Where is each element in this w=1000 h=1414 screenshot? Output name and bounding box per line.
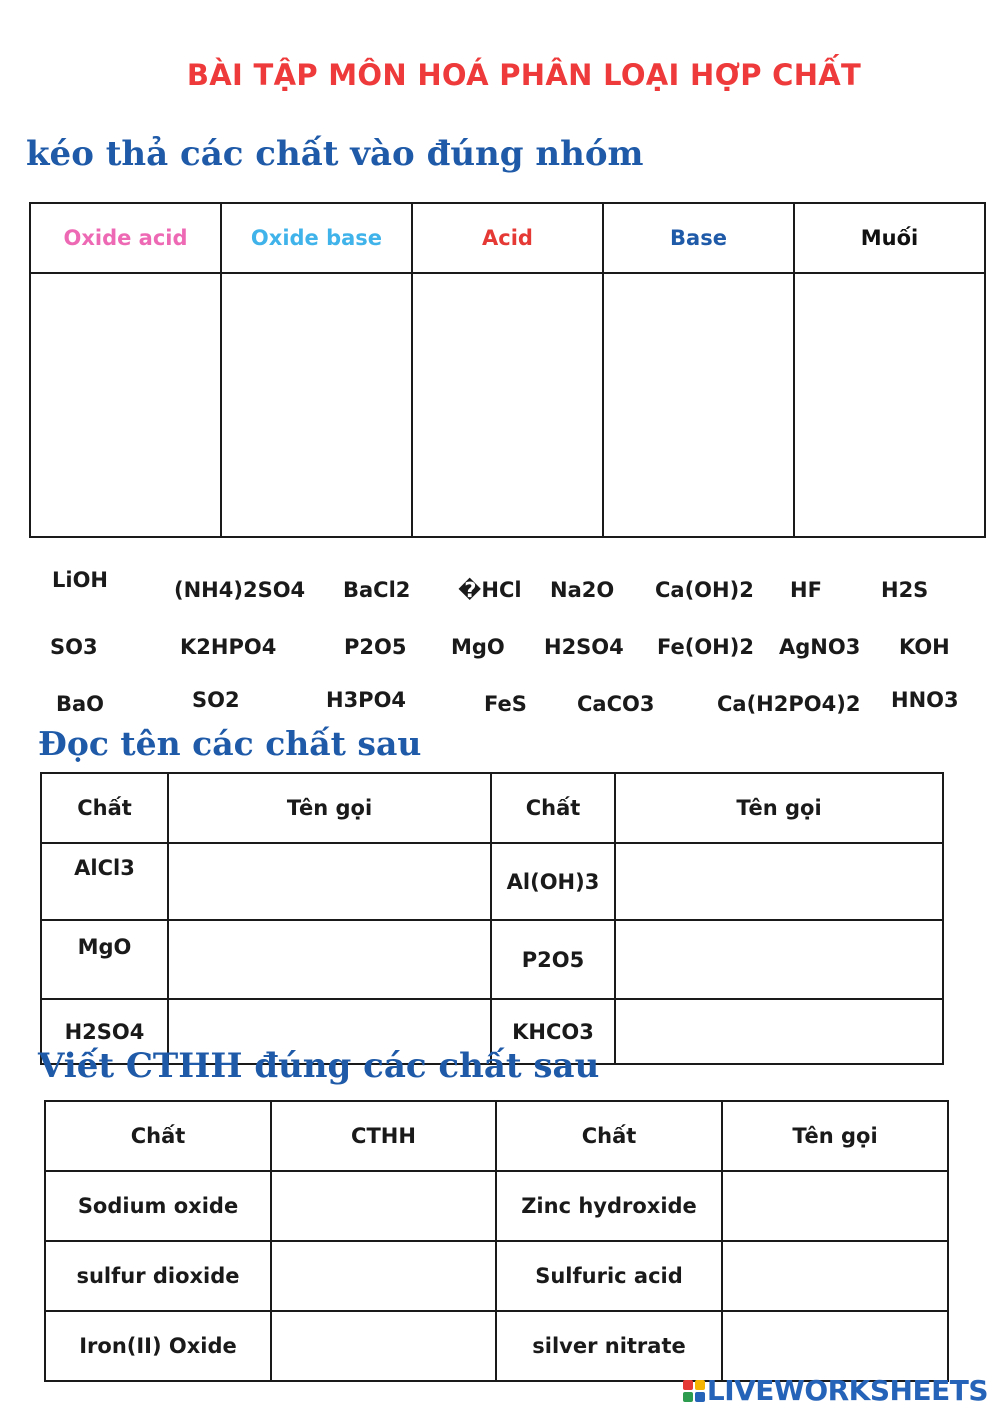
- chip-k2hpo4[interactable]: K2HPO4: [180, 635, 277, 659]
- naming-substance-cell: Al(OH)3: [491, 843, 615, 920]
- chip-fes[interactable]: FeS: [484, 692, 527, 716]
- group-header-acid: Acid: [412, 203, 603, 273]
- naming-header-chat-1: Chất: [41, 773, 168, 843]
- naming-substance-cell: KHCO3: [491, 999, 615, 1064]
- chip-bacl2[interactable]: BaCl2: [343, 578, 411, 602]
- naming-substance-cell: P2O5: [491, 920, 615, 999]
- formula-substance-cell: Zinc hydroxide: [496, 1171, 722, 1241]
- group-header-muoi: Muối: [794, 203, 985, 273]
- naming-header-ten-goi-1: Tên gọi: [168, 773, 491, 843]
- chip-ca-h2po4-2[interactable]: Ca(H2PO4)2: [717, 692, 861, 716]
- formula-answer-input[interactable]: [722, 1241, 948, 1311]
- section-heading-formula: Viết CTHH đúng các chất sau: [38, 1046, 600, 1086]
- naming-header-ten-goi-2: Tên gọi: [615, 773, 943, 843]
- formula-table: [44, 1100, 949, 1382]
- drop-zone-muoi[interactable]: [794, 273, 985, 537]
- chip-bao[interactable]: BaO: [56, 692, 105, 716]
- naming-table: [40, 772, 944, 1065]
- naming-substance-cell: AlCl3: [41, 843, 168, 920]
- chip-so2[interactable]: SO2: [192, 688, 240, 712]
- section-heading-naming: Đọc tên các chất sau: [38, 724, 422, 763]
- drop-zone-acid[interactable]: [412, 273, 603, 537]
- chip-so3[interactable]: SO3: [50, 635, 98, 659]
- worksheet-title: BÀI TẬP MÔN HOÁ PHÂN LOẠI HỢP CHẤT: [186, 58, 862, 92]
- formula-answer-input[interactable]: [271, 1311, 496, 1381]
- drop-zone-oxide-base[interactable]: [221, 273, 412, 537]
- naming-answer-input[interactable]: [168, 920, 491, 999]
- formula-substance-cell: sulfur dioxide: [45, 1241, 271, 1311]
- naming-substance-cell: MgO: [41, 920, 168, 999]
- chip-caco3[interactable]: CaCO3: [577, 692, 655, 716]
- formula-substance-cell: Sodium oxide: [45, 1171, 271, 1241]
- naming-answer-input[interactable]: [168, 843, 491, 920]
- liveworksheets-watermark: [683, 1374, 988, 1407]
- naming-answer-input[interactable]: [615, 920, 943, 999]
- formula-header-cthh: CTHH: [271, 1101, 496, 1171]
- formula-answer-input[interactable]: [271, 1241, 496, 1311]
- formula-header-chat-1: Chất: [45, 1101, 271, 1171]
- naming-answer-input[interactable]: [615, 999, 943, 1064]
- chip-h2s[interactable]: H2S: [881, 578, 929, 602]
- chip-fe-oh-2[interactable]: Fe(OH)2: [657, 635, 754, 659]
- group-header-oxide-base: Oxide base: [221, 203, 412, 273]
- chip-ca-oh-2[interactable]: Ca(OH)2: [655, 578, 754, 602]
- group-header-oxide-acid: Oxide acid: [30, 203, 221, 273]
- chip-hno3[interactable]: HNO3: [891, 688, 959, 712]
- drop-zone-oxide-acid[interactable]: [30, 273, 221, 537]
- chip-hcl[interactable]: �HCl: [458, 578, 522, 602]
- chip-p2o5[interactable]: P2O5: [344, 635, 407, 659]
- formula-substance-cell: silver nitrate: [496, 1311, 722, 1381]
- formula-header-chat-2: Chất: [496, 1101, 722, 1171]
- chip-h3po4[interactable]: H3PO4: [326, 688, 407, 712]
- naming-answer-input[interactable]: [615, 843, 943, 920]
- naming-substance-cell: H2SO4: [41, 999, 168, 1064]
- formula-answer-input[interactable]: [722, 1171, 948, 1241]
- classification-table: [29, 202, 986, 538]
- section-heading-classify: kéo thả các chất vào đúng nhóm: [26, 134, 644, 174]
- chip-hf[interactable]: HF: [790, 578, 822, 602]
- formula-header-ten-goi: Tên gọi: [722, 1101, 948, 1171]
- watermark-text: LIVEWORKSHEETS: [706, 1374, 988, 1407]
- chip-na2o[interactable]: Na2O: [550, 578, 615, 602]
- chip-nh4-2so4[interactable]: (NH4)2SO4: [174, 578, 306, 602]
- drop-zone-base[interactable]: [603, 273, 794, 537]
- naming-header-chat-2: Chất: [491, 773, 615, 843]
- chip-mgo[interactable]: MgO: [451, 635, 505, 659]
- chip-h2so4[interactable]: H2SO4: [544, 635, 624, 659]
- liveworksheets-logo-icon: [683, 1380, 705, 1402]
- chip-agno3[interactable]: AgNO3: [779, 635, 861, 659]
- chip-koh[interactable]: KOH: [899, 635, 950, 659]
- formula-answer-input[interactable]: [271, 1171, 496, 1241]
- group-header-base: Base: [603, 203, 794, 273]
- chip-lioh[interactable]: LiOH: [52, 568, 109, 592]
- formula-substance-cell: Iron(II) Oxide: [45, 1311, 271, 1381]
- formula-answer-input[interactable]: [722, 1311, 948, 1381]
- formula-substance-cell: Sulfuric acid: [496, 1241, 722, 1311]
